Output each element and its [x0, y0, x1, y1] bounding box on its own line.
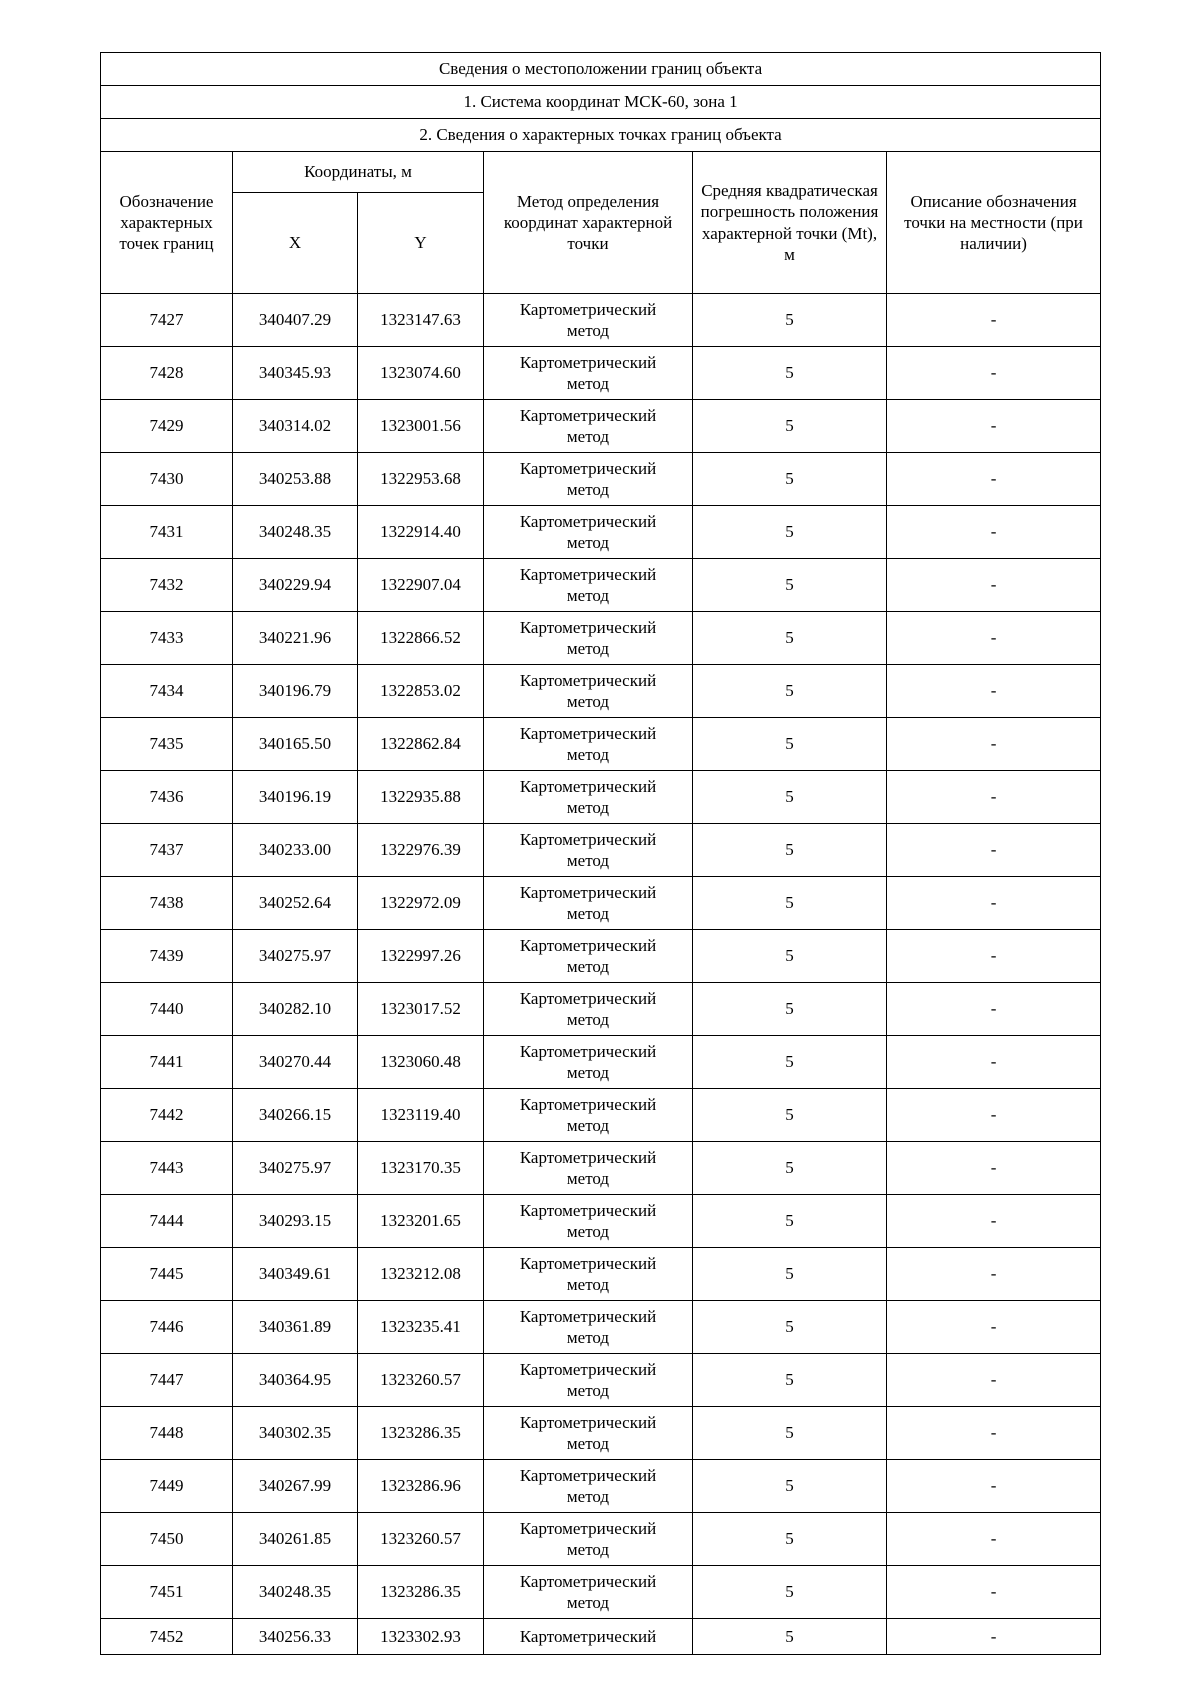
cell-y: 1322866.52	[358, 612, 484, 665]
cell-y: 1322935.88	[358, 771, 484, 824]
cell-method: Картометрический метод	[484, 559, 693, 612]
cell-mt: 5	[693, 1089, 887, 1142]
cell-description: -	[887, 1460, 1101, 1513]
cell-mt: 5	[693, 877, 887, 930]
cell-description: -	[887, 506, 1101, 559]
cell-description: -	[887, 1407, 1101, 1460]
cell-y: 1322914.40	[358, 506, 484, 559]
cell-y: 1323286.96	[358, 1460, 484, 1513]
cell-description: -	[887, 612, 1101, 665]
cell-method: Картометрический метод	[484, 824, 693, 877]
cell-point: 7446	[101, 1301, 233, 1354]
cell-point: 7452	[101, 1619, 233, 1655]
coordinate-system-row	[101, 86, 1101, 119]
cell-x: 340270.44	[233, 1036, 358, 1089]
table-row	[101, 983, 1101, 1036]
cell-x: 340282.10	[233, 983, 358, 1036]
cell-x: 340407.29	[233, 294, 358, 347]
table-row	[101, 1619, 1101, 1655]
cell-y: 1322997.26	[358, 930, 484, 983]
cell-point: 7440	[101, 983, 233, 1036]
cell-point: 7448	[101, 1407, 233, 1460]
table-row	[101, 718, 1101, 771]
cell-y: 1323201.65	[358, 1195, 484, 1248]
cell-y: 1323260.57	[358, 1354, 484, 1407]
cell-mt: 5	[693, 1407, 887, 1460]
cell-description: -	[887, 1619, 1101, 1655]
table-row	[101, 771, 1101, 824]
cell-point: 7441	[101, 1036, 233, 1089]
cell-mt: 5	[693, 294, 887, 347]
cell-mt: 5	[693, 665, 887, 718]
cell-y: 1323212.08	[358, 1248, 484, 1301]
cell-description: -	[887, 347, 1101, 400]
cell-method: Картометрический метод	[484, 1407, 693, 1460]
cell-y: 1323235.41	[358, 1301, 484, 1354]
cell-y: 1323286.35	[358, 1407, 484, 1460]
cell-point: 7437	[101, 824, 233, 877]
cell-y: 1323001.56	[358, 400, 484, 453]
cell-y: 1322976.39	[358, 824, 484, 877]
cell-y: 1322907.04	[358, 559, 484, 612]
table-row	[101, 1354, 1101, 1407]
cell-point: 7434	[101, 665, 233, 718]
table-body	[101, 294, 1101, 1655]
cell-y: 1322953.68	[358, 453, 484, 506]
cell-x: 340261.85	[233, 1513, 358, 1566]
cell-description: -	[887, 718, 1101, 771]
cell-method: Картометрический метод	[484, 1142, 693, 1195]
cell-y: 1322972.09	[358, 877, 484, 930]
cell-mt: 5	[693, 1354, 887, 1407]
cell-x: 340302.35	[233, 1407, 358, 1460]
cell-method: Картометрический метод	[484, 1248, 693, 1301]
cell-method: Картометрический метод	[484, 294, 693, 347]
cell-point: 7449	[101, 1460, 233, 1513]
cell-x: 340361.89	[233, 1301, 358, 1354]
cell-method: Картометрический метод	[484, 1354, 693, 1407]
cell-y: 1323286.35	[358, 1566, 484, 1619]
cell-x: 340221.96	[233, 612, 358, 665]
cell-description: -	[887, 1301, 1101, 1354]
cell-description: -	[887, 877, 1101, 930]
cell-x: 340196.19	[233, 771, 358, 824]
cell-point: 7447	[101, 1354, 233, 1407]
cell-description: -	[887, 930, 1101, 983]
cell-x: 340364.95	[233, 1354, 358, 1407]
cell-x: 340314.02	[233, 400, 358, 453]
column-header-error: Средняя квадратическая погрешность положения характерной точки (Mt), м	[693, 152, 887, 294]
cell-method: Картометрический метод	[484, 612, 693, 665]
cell-description: -	[887, 400, 1101, 453]
cell-method: Картометрический метод	[484, 506, 693, 559]
cell-x: 340293.15	[233, 1195, 358, 1248]
cell-x: 340275.97	[233, 930, 358, 983]
cell-method: Картометрический метод	[484, 400, 693, 453]
document-title: Сведения о местоположении границ объекта	[101, 53, 1101, 86]
cell-mt: 5	[693, 400, 887, 453]
cell-description: -	[887, 1195, 1101, 1248]
table-row	[101, 1142, 1101, 1195]
document-title-row	[101, 53, 1101, 86]
cell-point: 7450	[101, 1513, 233, 1566]
cell-description: -	[887, 1089, 1101, 1142]
cell-y: 1323074.60	[358, 347, 484, 400]
cell-x: 340345.93	[233, 347, 358, 400]
cell-x: 340248.35	[233, 1566, 358, 1619]
cell-method: Картометрический метод	[484, 771, 693, 824]
section2-row	[101, 119, 1101, 152]
cell-point: 7435	[101, 718, 233, 771]
cell-mt: 5	[693, 1460, 887, 1513]
cell-y: 1322862.84	[358, 718, 484, 771]
boundary-points-table	[100, 52, 1101, 1655]
cell-description: -	[887, 771, 1101, 824]
table-row	[101, 347, 1101, 400]
cell-description: -	[887, 559, 1101, 612]
cell-point: 7431	[101, 506, 233, 559]
cell-point: 7443	[101, 1142, 233, 1195]
cell-method: Картометрический метод	[484, 877, 693, 930]
cell-point: 7433	[101, 612, 233, 665]
table-row	[101, 1407, 1101, 1460]
cell-mt: 5	[693, 347, 887, 400]
cell-method: Картометрический метод	[484, 1460, 693, 1513]
cell-y: 1323302.93	[358, 1619, 484, 1655]
cell-x: 340349.61	[233, 1248, 358, 1301]
cell-mt: 5	[693, 930, 887, 983]
column-header-method: Метод определения координат характерной точки	[484, 152, 693, 294]
cell-mt: 5	[693, 771, 887, 824]
cell-description: -	[887, 1513, 1101, 1566]
cell-point: 7429	[101, 400, 233, 453]
cell-x: 340229.94	[233, 559, 358, 612]
cell-point: 7432	[101, 559, 233, 612]
column-header-description: Описание обозначения точки на местности (при наличии)	[887, 152, 1101, 294]
cell-method: Картометрический метод	[484, 1513, 693, 1566]
cell-point: 7445	[101, 1248, 233, 1301]
cell-mt: 5	[693, 506, 887, 559]
column-header-point: Обозначение характерных точек границ	[101, 152, 233, 294]
table-row	[101, 1301, 1101, 1354]
cell-method: Картометрический метод	[484, 453, 693, 506]
cell-point: 7436	[101, 771, 233, 824]
cell-method: Картометрический метод	[484, 1195, 693, 1248]
header-row-top	[101, 152, 1101, 193]
cell-method: Картометрический метод	[484, 718, 693, 771]
cell-y: 1323060.48	[358, 1036, 484, 1089]
cell-description: -	[887, 1036, 1101, 1089]
table-row	[101, 612, 1101, 665]
cell-description: -	[887, 983, 1101, 1036]
table-row	[101, 1566, 1101, 1619]
section2-label: 2. Сведения о характерных точках границ объекта	[101, 119, 1101, 152]
cell-y: 1323260.57	[358, 1513, 484, 1566]
cell-mt: 5	[693, 1142, 887, 1195]
table-row	[101, 1248, 1101, 1301]
column-header-x: X	[233, 193, 358, 294]
cell-y: 1322853.02	[358, 665, 484, 718]
table-row	[101, 1460, 1101, 1513]
table-row	[101, 824, 1101, 877]
cell-description: -	[887, 824, 1101, 877]
table-row	[101, 400, 1101, 453]
cell-x: 340196.79	[233, 665, 358, 718]
cell-mt: 5	[693, 1513, 887, 1566]
table-row	[101, 559, 1101, 612]
column-header-coords-group: Координаты, м	[233, 152, 484, 193]
cell-mt: 5	[693, 1619, 887, 1655]
cell-method: Картометрический метод	[484, 1566, 693, 1619]
cell-method: Картометрический метод	[484, 1036, 693, 1089]
cell-mt: 5	[693, 1248, 887, 1301]
cell-mt: 5	[693, 983, 887, 1036]
cell-y: 1323119.40	[358, 1089, 484, 1142]
cell-description: -	[887, 1248, 1101, 1301]
cell-x: 340266.15	[233, 1089, 358, 1142]
cell-point: 7427	[101, 294, 233, 347]
cell-mt: 5	[693, 1566, 887, 1619]
cell-mt: 5	[693, 559, 887, 612]
coordinate-system-label: 1. Система координат МСК-60, зона 1	[101, 86, 1101, 119]
cell-point: 7439	[101, 930, 233, 983]
cell-x: 340165.50	[233, 718, 358, 771]
cell-x: 340253.88	[233, 453, 358, 506]
cell-mt: 5	[693, 612, 887, 665]
cell-x: 340275.97	[233, 1142, 358, 1195]
cell-x: 340267.99	[233, 1460, 358, 1513]
cell-point: 7438	[101, 877, 233, 930]
cell-point: 7442	[101, 1089, 233, 1142]
cell-method: Картометрический метод	[484, 347, 693, 400]
column-header-y: Y	[358, 193, 484, 294]
cell-description: -	[887, 453, 1101, 506]
cell-description: -	[887, 1566, 1101, 1619]
cell-mt: 5	[693, 718, 887, 771]
cell-method: Картометрический	[484, 1619, 693, 1655]
cell-description: -	[887, 665, 1101, 718]
table-row	[101, 294, 1101, 347]
cell-x: 340256.33	[233, 1619, 358, 1655]
cell-method: Картометрический метод	[484, 1301, 693, 1354]
table-row	[101, 877, 1101, 930]
table-row	[101, 1195, 1101, 1248]
cell-description: -	[887, 294, 1101, 347]
cell-method: Картометрический метод	[484, 930, 693, 983]
cell-method: Картометрический метод	[484, 983, 693, 1036]
table-row	[101, 665, 1101, 718]
table-row	[101, 1513, 1101, 1566]
cell-mt: 5	[693, 1036, 887, 1089]
table-row	[101, 453, 1101, 506]
cell-description: -	[887, 1142, 1101, 1195]
cell-x: 340248.35	[233, 506, 358, 559]
cell-method: Картометрический метод	[484, 1089, 693, 1142]
cell-description: -	[887, 1354, 1101, 1407]
cell-y: 1323017.52	[358, 983, 484, 1036]
table-row	[101, 506, 1101, 559]
cell-mt: 5	[693, 824, 887, 877]
cell-point: 7444	[101, 1195, 233, 1248]
cell-point: 7451	[101, 1566, 233, 1619]
cell-x: 340252.64	[233, 877, 358, 930]
cell-mt: 5	[693, 453, 887, 506]
cell-method: Картометрический метод	[484, 665, 693, 718]
cell-y: 1323147.63	[358, 294, 484, 347]
cell-point: 7428	[101, 347, 233, 400]
cell-x: 340233.00	[233, 824, 358, 877]
table-row	[101, 1089, 1101, 1142]
cell-mt: 5	[693, 1301, 887, 1354]
table-row	[101, 930, 1101, 983]
cell-mt: 5	[693, 1195, 887, 1248]
table-row	[101, 1036, 1101, 1089]
cell-point: 7430	[101, 453, 233, 506]
cell-y: 1323170.35	[358, 1142, 484, 1195]
